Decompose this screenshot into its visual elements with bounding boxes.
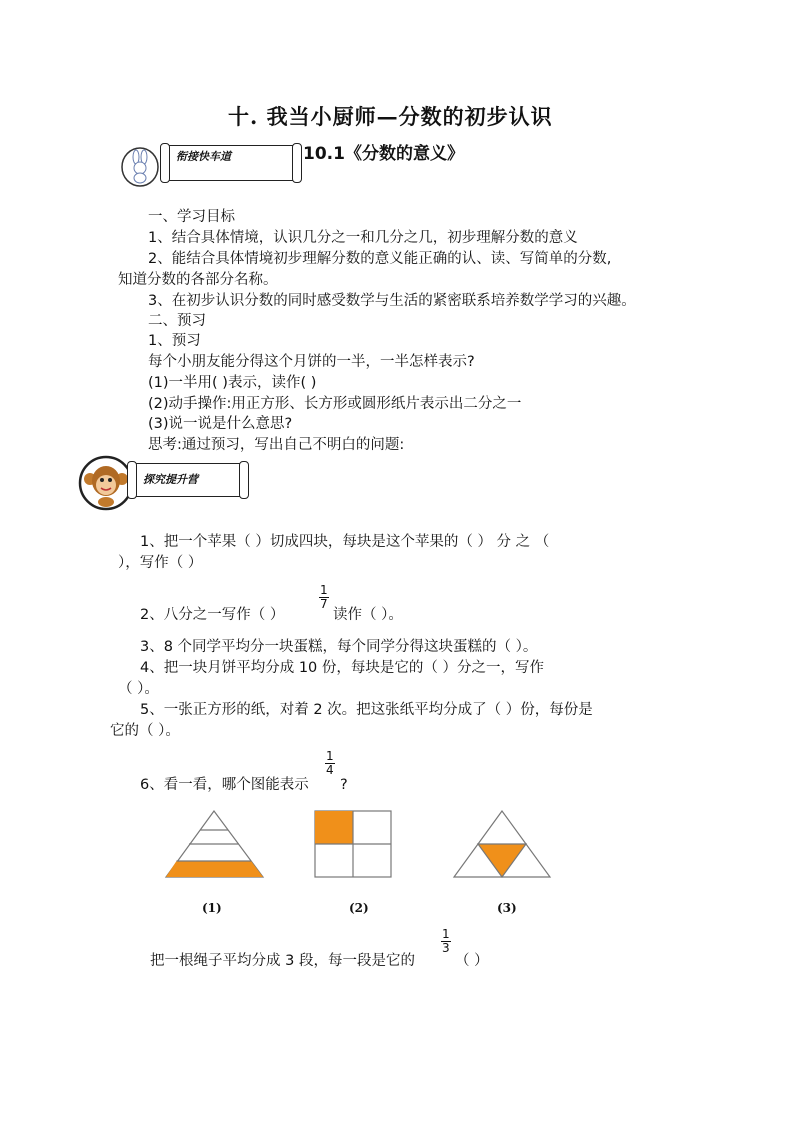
preview-heading: 二、预习 (148, 313, 206, 329)
fraction-denominator: 4 (326, 763, 334, 777)
figure-2-square (315, 811, 391, 877)
figure-3-triangle (454, 811, 550, 877)
preview-q3: (3)说一说是什么意思? (148, 416, 293, 432)
fraction-denominator: 3 (442, 941, 450, 955)
page-title: 十. 我当小厨师—分数的初步认识 (228, 104, 553, 129)
exercise-1-line1: 1、把一个苹果（ ）切成四块，每块是这个苹果的（ ） 分 之 （ (140, 534, 550, 550)
fraction-figures (160, 805, 560, 885)
banner-label: 探究提升营 (143, 473, 198, 486)
rope-question: 把一根绳子平均分成 3 段，每一段是它的 (150, 953, 415, 969)
goals-heading: 一、学习目标 (148, 209, 235, 225)
goal-2-line1: 2、能结合具体情境初步理解分数的意义能正确的认、读、写简单的分数, (148, 251, 612, 267)
goal-3: 3、在初步认识分数的同时感受数学与生活的紧密联系培养数学学习的兴趣。 (148, 293, 636, 309)
goal-2-line2: 知道分数的各部分名称。 (118, 272, 278, 288)
exercise-4-line1: 4、把一块月饼平均分成 10 份，每块是它的（ ）分之一，写作 (140, 660, 545, 676)
fraction-denominator: 7 (320, 597, 328, 611)
exercise-1-line2: ），写作（ ） (118, 555, 203, 571)
goal-1: 1、结合具体情境，认识几分之一和几分之几，初步理解分数的意义 (148, 230, 578, 246)
figure-1-triangle (166, 811, 263, 877)
preview-think: 思考:通过预习，写出自己不明白的问题: (148, 437, 405, 453)
exercise-2-read: 读作（ ）。 (333, 607, 403, 623)
fraction-numerator: 1 (320, 583, 328, 597)
preview-intro: 每个小朋友能分得这个月饼的一半，一半怎样表示? (148, 354, 475, 370)
figure-2-caption: (2) (349, 901, 369, 915)
preview-q2: (2)动手操作:用正方形、长方形或圆形纸片表示出二分之一 (148, 396, 522, 412)
banner-label: 衔接快车道 (176, 150, 231, 163)
preview-sub: 1、预习 (148, 333, 201, 349)
exercise-6-question-mark: ? (340, 777, 348, 793)
exercise-4-line2: （ ）。 (118, 681, 159, 697)
exercise-3: 3、8 个同学平均分一块蛋糕，每个同学分得这块蛋糕的（ ）。 (140, 639, 538, 655)
fraction-numerator: 1 (442, 927, 450, 941)
fraction-one-seventh (319, 584, 329, 611)
preview-q1: (1)一半用( )表示，读作( ) (148, 375, 317, 391)
exercise-5-line1: 5、一张正方形的纸，对着 2 次。把这张纸平均分成了（ ）份，每份是 (140, 702, 593, 718)
exercise-6-text: 6、看一看，哪个图能表示 (140, 777, 309, 793)
figure-1-caption: (1) (202, 901, 222, 915)
lesson-subtitle: 10.1《分数的意义》 (303, 144, 464, 164)
exercise-5-line2: 它的（ ）。 (110, 723, 180, 739)
figure-3-caption: (3) (497, 901, 517, 915)
exercise-2-text: 2、八分之一写作（ ） (140, 607, 285, 623)
rope-answer-blank: （ ） (455, 953, 489, 969)
fraction-numerator: 1 (326, 749, 334, 763)
fraction-one-quarter (325, 750, 335, 777)
fraction-one-third (441, 928, 451, 955)
